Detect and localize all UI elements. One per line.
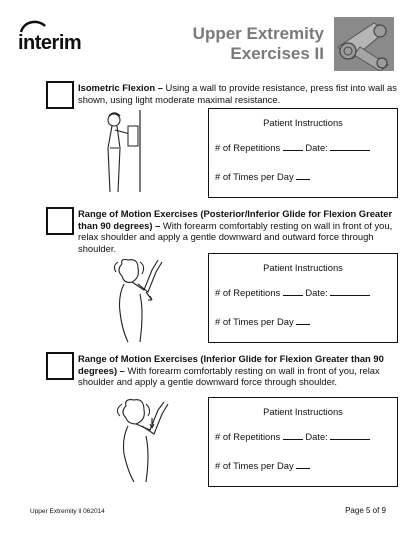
shoulder-joint-icon: [334, 17, 394, 71]
instructions-title: Patient Instructions: [263, 117, 343, 128]
instructions-title: Patient Instructions: [263, 406, 343, 417]
exercise-3-checkbox[interactable]: [46, 352, 74, 380]
exercise-2-text: [78, 208, 398, 254]
exercise-1-instructions: [208, 108, 398, 198]
repetitions-row: [215, 287, 370, 298]
date-label: Date:: [305, 287, 328, 298]
interim-logo: [18, 18, 88, 58]
date-label: Date:: [305, 142, 328, 153]
logo-text: interim: [18, 32, 82, 54]
times-per-day-row: [215, 316, 310, 327]
repetitions-label: # of Repetitions: [215, 287, 281, 298]
repetitions-label: # of Repetitions: [215, 431, 281, 442]
exercise-2-checkbox[interactable]: [46, 207, 74, 235]
title-line-1: Upper Extremity: [192, 24, 324, 43]
exercise-1-text: [78, 82, 398, 105]
repetitions-row: [215, 431, 370, 442]
times-per-day-label: # of Times per Day: [215, 460, 294, 471]
footer-document-id: Upper Extremity ll 062014: [30, 508, 105, 515]
times-per-day-row: [215, 171, 310, 182]
exercise-2-instructions: [208, 253, 398, 343]
posterior-inferior-glide-figure: [102, 256, 172, 344]
repetitions-blank[interactable]: [283, 287, 303, 296]
times-per-day-label: # of Times per Day: [215, 171, 294, 182]
repetitions-row: [215, 142, 370, 153]
repetitions-label: # of Repetitions: [215, 142, 281, 153]
joint-diagram-image: [334, 17, 394, 71]
date-blank[interactable]: [330, 431, 370, 440]
times-per-day-label: # of Times per Day: [215, 316, 294, 327]
exercise-2-title: Range of Motion Exercises (Posterior/Inferior Glide for Flexion Greater than 90 degrees) –: [78, 208, 393, 231]
exercise-1-checkbox[interactable]: [46, 81, 74, 109]
exercise-3-description: With forearm comfortably resting on wall in front of you, relax shoulder and apply a gentle downward force through shoulder.: [78, 364, 380, 388]
exercise-2-description: With forearm comfortably resting on wall in front of you, relax shoulder and apply a gentle downward and outward force through shoulder.: [78, 219, 393, 254]
footer-page-number: Page 5 of 9: [345, 506, 386, 515]
isometric-flexion-figure: [92, 108, 152, 194]
times-per-day-blank[interactable]: [296, 460, 310, 469]
exercise-3-title: Range of Motion Exercises (Inferior Glide for Flexion Greater than 90 degrees) –: [78, 353, 384, 376]
instructions-title: Patient Instructions: [263, 262, 343, 273]
repetitions-blank[interactable]: [283, 142, 303, 151]
title-line-2: Exercises II: [230, 44, 324, 63]
page-title: [193, 24, 324, 64]
exercise-1-title: Isometric Flexion –: [78, 82, 163, 93]
date-blank[interactable]: [330, 287, 370, 296]
times-per-day-blank[interactable]: [296, 316, 310, 325]
exercise-3-instructions: [208, 397, 398, 487]
repetitions-blank[interactable]: [283, 431, 303, 440]
exercise-3-text: [78, 353, 398, 388]
date-label: Date:: [305, 431, 328, 442]
exercise-1-description: Using a wall to provide resistance, press fist into wall as shown, using light moderate maximal resistance.: [78, 82, 397, 105]
inferior-glide-figure: [106, 396, 176, 484]
times-per-day-row: [215, 460, 310, 471]
date-blank[interactable]: [330, 142, 370, 151]
times-per-day-blank[interactable]: [296, 171, 310, 180]
